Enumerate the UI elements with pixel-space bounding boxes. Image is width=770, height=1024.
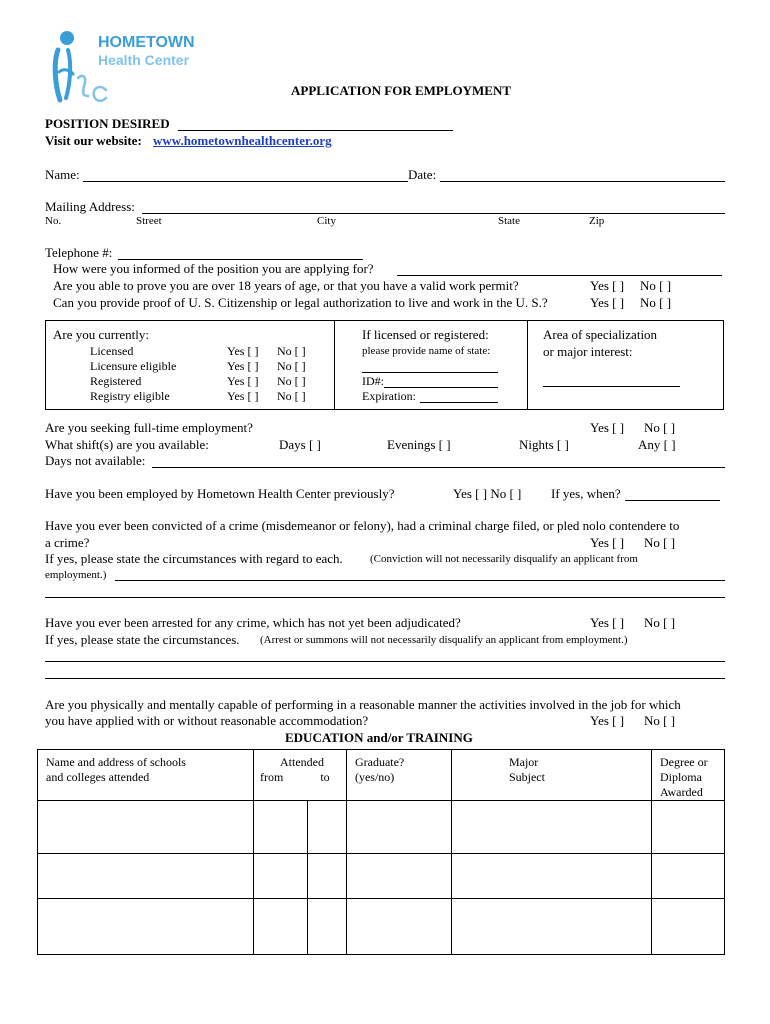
- telephone-field[interactable]: [118, 259, 363, 260]
- state-prompt: please provide name of state:: [362, 345, 491, 357]
- currently-item-licensed: Licensed: [90, 344, 134, 358]
- currently-item-registered: Registered: [90, 374, 142, 388]
- mailing-address-label: Mailing Address:: [45, 199, 135, 214]
- address-state-label: State: [498, 215, 520, 227]
- prev-employed-when-field[interactable]: [625, 500, 720, 501]
- edu-cell-major[interactable]: [451, 854, 651, 899]
- logo: [48, 30, 208, 108]
- edu-cell-major[interactable]: [451, 899, 651, 955]
- fulltime-question: Are you seeking full-time employment?: [45, 420, 253, 435]
- shift-any[interactable]: Any [ ]: [638, 437, 676, 452]
- licensure-eligible-no[interactable]: No [ ]: [277, 359, 306, 373]
- arrested-yes[interactable]: Yes [ ]: [590, 615, 625, 630]
- currently-heading: Are you currently:: [53, 327, 150, 342]
- col-schools-line1: Name and address of schools: [46, 755, 186, 769]
- currently-item-licensure-eligible: Licensure eligible: [90, 359, 177, 373]
- edu-cell-graduate[interactable]: [346, 854, 451, 899]
- licensure-eligible-yes[interactable]: Yes [ ]: [227, 359, 259, 373]
- col-from: from: [260, 770, 284, 784]
- shift-evenings[interactable]: Evenings [ ]: [387, 437, 451, 452]
- name-field[interactable]: [83, 181, 408, 182]
- prev-employed-question: Have you been employed by Hometown Health Center previously?: [45, 486, 395, 501]
- shift-days[interactable]: Days [ ]: [279, 437, 321, 452]
- mailing-address-field[interactable]: [142, 213, 725, 214]
- licensed-heading: If licensed or registered:: [362, 327, 489, 342]
- website-link[interactable]: www.hometownhealthcenter.org: [153, 133, 332, 148]
- col-to: to: [320, 770, 330, 784]
- arrested-note: (Arrest or summons will not necessarily disqualify an applicant from employment.): [260, 634, 628, 646]
- edu-cell-from[interactable]: [254, 854, 308, 899]
- registered-yes[interactable]: Yes [ ]: [227, 374, 259, 388]
- education-table: [37, 749, 725, 955]
- edu-cell-school[interactable]: [38, 801, 254, 854]
- licensed-no[interactable]: No [ ]: [277, 344, 306, 358]
- citizenship-yes[interactable]: Yes [ ]: [590, 295, 625, 310]
- informed-field[interactable]: [397, 275, 722, 276]
- edu-cell-degree[interactable]: [651, 801, 724, 854]
- edu-cell-graduate[interactable]: [346, 899, 451, 955]
- capable-yes[interactable]: Yes [ ]: [590, 713, 625, 728]
- col-attended-range: [260, 770, 346, 785]
- col-major-line2: Subject: [508, 770, 545, 784]
- registry-eligible-no[interactable]: No [ ]: [277, 389, 306, 403]
- col-graduate: [346, 750, 451, 801]
- edu-cell-to[interactable]: [308, 854, 347, 899]
- col-graduate-line2: (yes/no): [354, 770, 395, 784]
- convicted-field-1[interactable]: [115, 580, 725, 581]
- address-no-label: No.: [45, 215, 62, 227]
- education-row: [38, 801, 725, 854]
- col-major: [451, 750, 651, 801]
- licensed-yes[interactable]: Yes [ ]: [227, 344, 259, 358]
- telephone-label: Telephone #:: [45, 245, 113, 260]
- address-street-label: Street: [136, 215, 162, 227]
- id-field[interactable]: [384, 387, 498, 388]
- edu-cell-to[interactable]: [308, 801, 347, 854]
- fulltime-no[interactable]: No [ ]: [644, 420, 676, 435]
- license-box-divider-1: [334, 320, 335, 410]
- arrested-circumstances: If yes, please state the circumstances.: [45, 632, 240, 647]
- days-not-available-field[interactable]: [152, 467, 725, 468]
- col-graduate-line1: Graduate?: [354, 755, 405, 769]
- position-desired-label: POSITION DESIRED: [45, 116, 170, 131]
- specialization-heading: Area of specialization: [543, 327, 658, 342]
- id-label: ID#:: [362, 374, 384, 388]
- arrested-question: Have you ever been arrested for any crime, which has not yet been adjudicated?: [45, 615, 461, 630]
- informed-question: How were you informed of the position you are applying for?: [53, 261, 374, 276]
- logo-name: HOMETOWN: [98, 34, 195, 51]
- shift-nights[interactable]: Nights [ ]: [519, 437, 569, 452]
- convicted-circumstances: If yes, please state the circumstances with regard to each.: [45, 551, 343, 566]
- fulltime-yes[interactable]: Yes [ ]: [590, 420, 625, 435]
- expiration-field[interactable]: [420, 402, 498, 403]
- date-field[interactable]: [440, 181, 725, 182]
- col-schools: [38, 750, 254, 801]
- edu-cell-from[interactable]: [254, 899, 308, 955]
- registered-no[interactable]: No [ ]: [277, 374, 306, 388]
- convicted-note-1: (Conviction will not necessarily disqualify an applicant from: [370, 553, 638, 565]
- expiration-label: Expiration:: [362, 389, 416, 403]
- arrested-no[interactable]: No [ ]: [644, 615, 676, 630]
- shifts-label: What shift(s) are you available:: [45, 437, 209, 452]
- age-question: Are you able to prove you are over 18 years of age, or that you have a valid work permit?: [53, 278, 519, 293]
- capable-question-line2: you have applied with or without reasonable accommodation?: [45, 713, 369, 728]
- col-degree: [651, 750, 724, 801]
- position-desired-line[interactable]: [178, 130, 453, 131]
- edu-cell-degree[interactable]: [651, 854, 724, 899]
- col-degree-line2: Diploma Awarded: [659, 770, 703, 799]
- edu-cell-to[interactable]: [308, 899, 347, 955]
- license-box-divider-2: [527, 320, 528, 410]
- website-label: Visit our website:: [45, 133, 142, 148]
- logo-subtitle: Health Center: [98, 52, 190, 68]
- col-attended-label: Attended: [280, 755, 324, 769]
- capable-question-line1: Are you physically and mentally capable of performing in a reasonable manner the activities involved in the job for which: [45, 697, 681, 712]
- address-zip-label: Zip: [589, 215, 605, 227]
- convicted-yes[interactable]: Yes [ ]: [590, 535, 625, 550]
- age-no[interactable]: No [ ]: [640, 278, 672, 293]
- arrested-field-2[interactable]: [45, 678, 725, 679]
- edu-cell-school[interactable]: [38, 854, 254, 899]
- col-schools-line2: and colleges attended: [46, 770, 150, 784]
- address-city-label: City: [317, 215, 336, 227]
- currently-item-registry-eligible: Registry eligible: [90, 389, 170, 403]
- col-attended: [254, 750, 347, 801]
- education-header-row: [38, 750, 725, 801]
- col-degree-line1: Degree or: [659, 755, 708, 769]
- capable-no[interactable]: No [ ]: [644, 713, 676, 728]
- convicted-question-line2: a crime?: [45, 535, 90, 550]
- education-row: [38, 854, 725, 899]
- edu-cell-major[interactable]: [451, 801, 651, 854]
- education-heading: EDUCATION and/or TRAINING: [285, 730, 473, 745]
- prev-employed-yes-no[interactable]: Yes [ ] No [ ]: [453, 486, 522, 501]
- col-major-line1: Major: [508, 755, 539, 769]
- edu-cell-from[interactable]: [254, 801, 308, 854]
- prev-employed-when: If yes, when?: [551, 486, 621, 501]
- arrested-field-1[interactable]: [45, 661, 725, 662]
- state-field[interactable]: [362, 372, 498, 373]
- date-label: Date:: [408, 167, 437, 182]
- edu-cell-school[interactable]: [38, 899, 254, 955]
- citizenship-question: Can you provide proof of U. S. Citizenship or legal authorization to live and work in the U. S.?: [53, 295, 548, 310]
- age-yes[interactable]: Yes [ ]: [590, 278, 625, 293]
- edu-cell-graduate[interactable]: [346, 801, 451, 854]
- days-not-available-label: Days not available:: [45, 453, 146, 468]
- citizenship-no[interactable]: No [ ]: [640, 295, 672, 310]
- name-label: Name:: [45, 167, 80, 182]
- education-row: [38, 899, 725, 955]
- convicted-field-2[interactable]: [45, 597, 725, 598]
- specialization-sub: or major interest:: [543, 344, 633, 359]
- convicted-question-line1: Have you ever been convicted of a crime (misdemeanor or felony), had a criminal charge filed, or pled nolo contendere to: [45, 518, 680, 533]
- page-title: APPLICATION FOR EMPLOYMENT: [291, 83, 512, 98]
- registry-eligible-yes[interactable]: Yes [ ]: [227, 389, 259, 403]
- specialization-field[interactable]: [543, 386, 680, 387]
- convicted-note-2: employment.): [45, 569, 107, 581]
- convicted-no[interactable]: No [ ]: [644, 535, 676, 550]
- edu-cell-degree[interactable]: [651, 899, 724, 955]
